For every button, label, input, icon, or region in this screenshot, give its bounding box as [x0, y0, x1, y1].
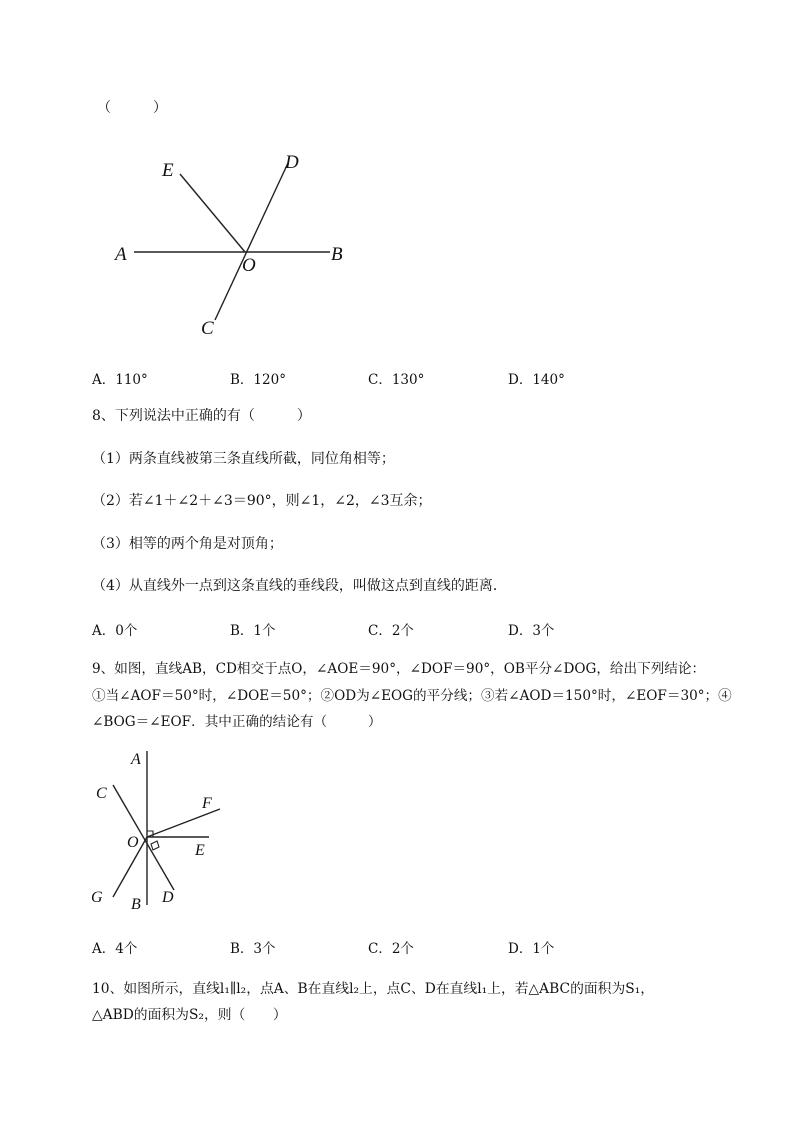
q10-line-2: △ABD的面积为S₂，则（ ） — [92, 1007, 287, 1023]
q8-item-3: （3）相等的两个角是对顶角； — [92, 536, 283, 552]
label-c: C — [96, 785, 107, 802]
q7-option-c: C．130° — [368, 372, 425, 388]
q8-option-b: B．1个 — [230, 623, 276, 639]
q9-line-1: 9、如图，直线AB，CD相交于点O，∠AOE＝90°，∠DOF＝90°，OB平分∠DOG，给出下列结论： — [92, 661, 706, 677]
q8-item-4: （4）从直线外一点到这条直线的垂线段，叫做这点到直线的距离． — [92, 578, 507, 594]
q8-item-1: （1）两条直线被第三条直线所截，同位角相等； — [92, 451, 395, 467]
q9-line-2: ①当∠AOF＝50°时，∠DOE＝50°；②OD为∠EOG的平分线；③若∠AOD＝150°时，∠EOF＝30°；④ — [92, 688, 732, 704]
label-d: D — [285, 152, 299, 173]
q9-option-b: B．3个 — [230, 941, 276, 957]
figure-angle-lines — [100, 140, 360, 345]
label-f: F — [202, 795, 212, 812]
q10-line-1: 10、如图所示，直线l₁∥l₂，点A、B在直线l₂上，点C、D在直线l₁上，若△ABC的面积为S₁， — [92, 981, 655, 997]
q8-option-a: A．0个 — [92, 623, 138, 639]
q9-line-3: ∠BOG＝∠EOF．其中正确的结论有（ ） — [92, 714, 382, 730]
q9-option-c: C．2个 — [368, 941, 414, 957]
label-a: A — [115, 244, 127, 265]
label-b: B — [331, 244, 343, 265]
q8-option-d: D．3个 — [508, 623, 555, 639]
q7-option-b: B．120° — [230, 372, 286, 388]
label-e: E — [195, 842, 205, 859]
label-c: C — [201, 318, 214, 339]
label-e: E — [162, 160, 174, 181]
q9-option-d: D．1个 — [508, 941, 555, 957]
label-d: D — [162, 889, 174, 906]
q7-option-a: A．110° — [92, 372, 148, 388]
q8-option-c: C．2个 — [368, 623, 414, 639]
q9-option-a: A．4个 — [92, 941, 138, 957]
label-a: A — [131, 751, 141, 768]
q8-item-2: （2）若∠1＋∠2＋∠3＝90°，则∠1，∠2，∠3互余； — [92, 493, 432, 509]
label-o: O — [242, 255, 256, 276]
q7-option-d: D．140° — [508, 372, 565, 388]
label-g: G — [91, 889, 103, 906]
q8-stem: 8、下列说法中正确的有（ ） — [92, 408, 311, 424]
answer-bracket: （ ） — [97, 100, 167, 116]
right-angle-mark-dof — [151, 841, 159, 850]
ray-oe — [180, 174, 245, 252]
label-o: O — [127, 834, 139, 851]
line-cd — [215, 163, 288, 320]
ray-of — [147, 809, 220, 837]
label-b: B — [131, 896, 141, 913]
figure-perpendicular-rays — [88, 745, 228, 915]
